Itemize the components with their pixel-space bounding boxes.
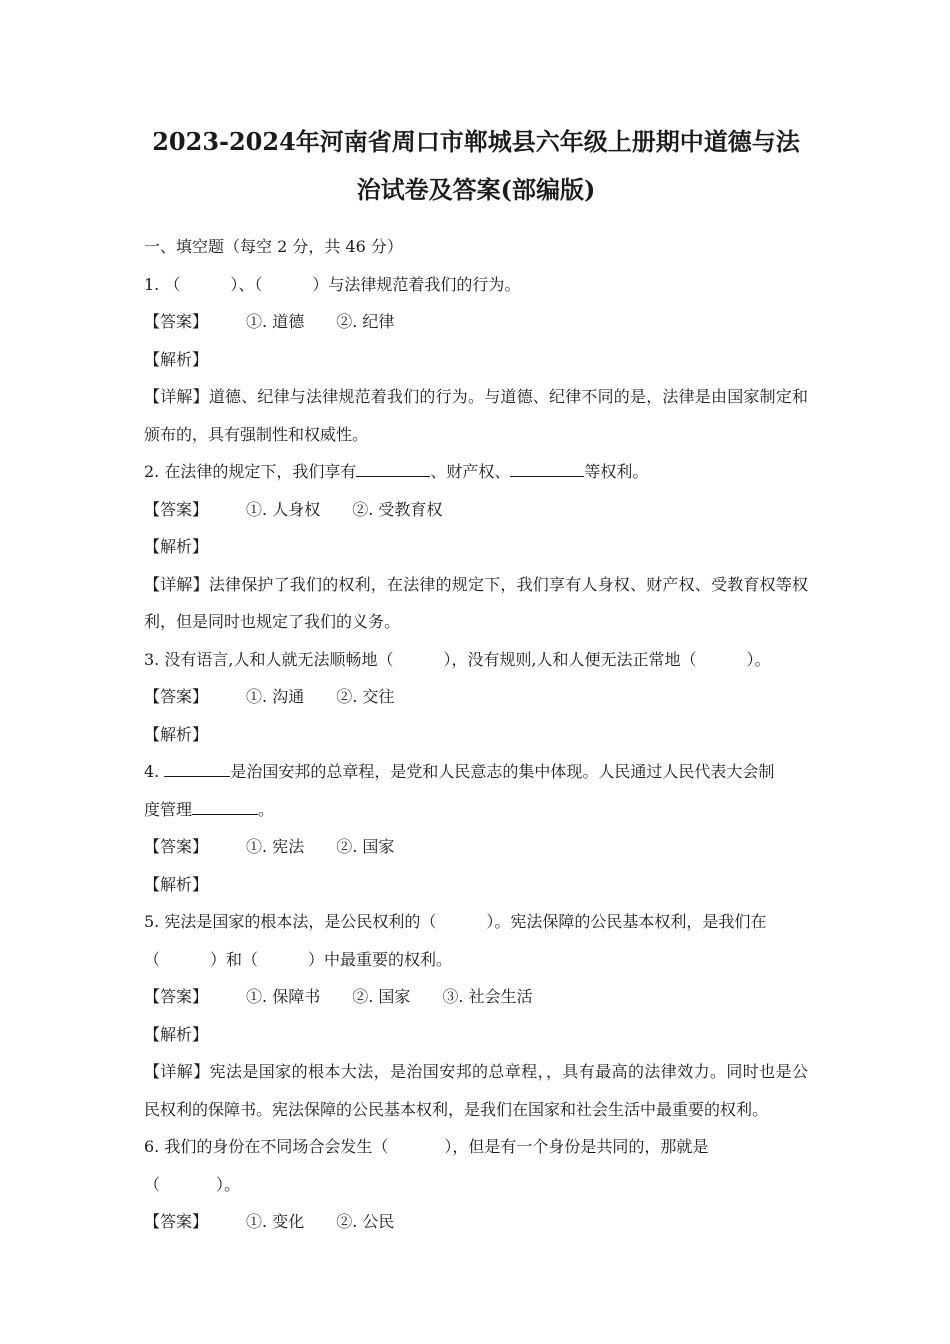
analysis-3: 【解析】 <box>144 724 209 744</box>
answer-label: 【答案】 <box>144 312 209 331</box>
question-1: 1. （ ）、（ ）与法律规范着我们的行为。 <box>144 274 521 294</box>
section-heading: 一、填空题（每空 2 分，共 46 分） <box>144 237 403 256</box>
analysis-5: 【解析】 <box>144 1024 209 1044</box>
question-4-line-2: 度管理 。 <box>144 791 808 829</box>
analysis-4: 【解析】 <box>144 874 209 894</box>
detail-label: 【详解】 <box>144 574 209 594</box>
detail-5: 【详解】宪法是国家的根本大法，是治国安邦的总章程，，具有最高的法律效力。同时也是公民权利的保障书。宪法保障的公民基本权利，是我们在国家和社会生活中最重要的权利。 <box>144 1062 808 1119</box>
document-page <box>144 118 808 1241</box>
question-2: 2. 在法律的规定下，我们享有 、财产权、 等权利。 <box>144 453 808 491</box>
detail-1: 【详解】道德、纪律与法律规范着我们的行为。与道德、纪律不同的是，法律是由国家制定和颁布的，具有强制性和权威性。 <box>144 387 808 444</box>
answer-label: 【答案】 <box>144 837 209 856</box>
analysis-2: 【解析】 <box>144 537 209 556</box>
answer-label: 【答案】 <box>144 987 209 1006</box>
question-6-line-2: （ ）。 <box>144 1174 241 1194</box>
detail-label: 【详解】 <box>144 1062 210 1081</box>
analysis-1: 【解析】 <box>144 349 209 369</box>
question-6-line-1: 6. 我们的身份在不同场合会发生（ ），但是有一个身份是共同的，那就是 <box>144 1137 709 1156</box>
answer-2: 【答案】 ①. 人身权 ②. 受教育权 <box>144 499 443 519</box>
question-5-line-2: （ ）和（ ）中最重要的权利。 <box>144 949 453 969</box>
answer-4: 【答案】 ①. 宪法 ②. 国家 <box>144 837 395 856</box>
answer-1: 【答案】 ①. 道德 ②. 纪律 <box>144 312 395 331</box>
answer-label: 【答案】 <box>144 687 209 706</box>
document-title <box>144 118 808 214</box>
detail-label: 【详解】 <box>144 387 209 406</box>
question-4-line-1: 4. 是治国安邦的总章程，是党和人民意志的集中体现。人民通过人民代表大会制 <box>144 753 808 791</box>
title-line-2: 治试卷及答案(部编版) <box>356 175 596 204</box>
answer-3: 【答案】 ①. 沟通 ②. 交往 <box>144 687 395 706</box>
answer-6: 【答案】 ①. 变化 ②. 公民 <box>144 1212 395 1231</box>
answer-label: 【答案】 <box>144 499 209 519</box>
detail-2: 【详解】法律保护了我们的权利，在法律的规定下，我们享有人身权、财产权、受教育权等权利，但是同时也规定了我们的义务。 <box>144 574 808 631</box>
question-3: 3. 没有语言,人和人就无法顺畅地（ ），没有规则,人和人便无法正常地（ ）。 <box>144 649 771 669</box>
title-line-1: 2023-2024年河南省周口市郸城县六年级上册期中道德与法 <box>152 127 800 156</box>
question-5-line-1: 5. 宪法是国家的根本法，是公民权利的（ ）。宪法保障的公民基本权利，是我们在 <box>144 912 767 931</box>
answer-label: 【答案】 <box>144 1212 209 1231</box>
answer-5: 【答案】 ①. 保障书 ②. 国家 ③. 社会生活 <box>144 987 533 1006</box>
